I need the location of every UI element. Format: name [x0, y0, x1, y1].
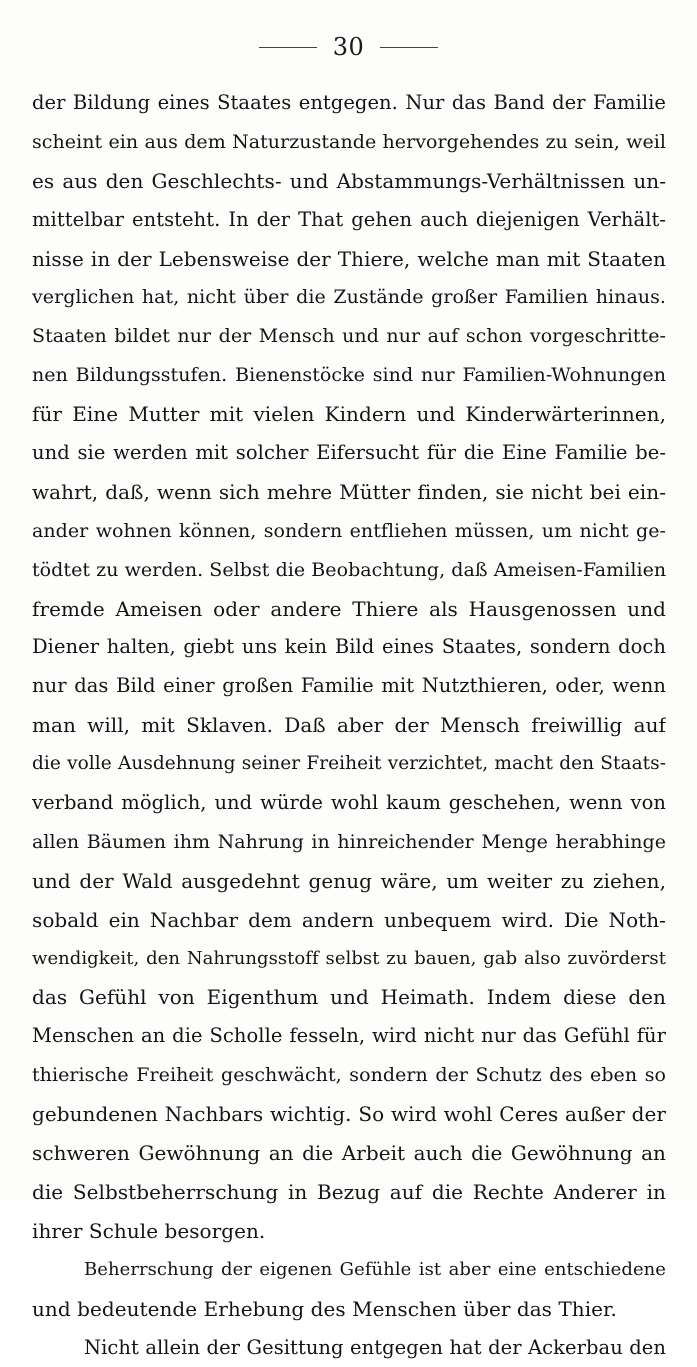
text-line: Staaten bildet nur der Mensch und nur auf schon vorgeschritte- [32, 317, 666, 356]
text-line: wahrt, daß, wenn sich mehre Mütter finden, sie nicht bei ein- [32, 473, 666, 512]
text-line: Diener halten, giebt uns kein Bild eines Staates, sondern doch [32, 628, 666, 667]
text-line: scheint ein aus dem Naturzustande hervorgehendes zu sein, weil [32, 123, 666, 162]
text-line: ander wohnen können, sondern entfliehen müssen, um nicht ge- [32, 512, 666, 551]
text-line: Beherrschung der eigenen Gefühle ist aber eine entschiedene [32, 1251, 666, 1290]
header-rule-right [380, 47, 438, 48]
text-line: allen Bäumen ihm Nahrung in hinreichender Menge herabhinge [32, 823, 666, 862]
text-line: nur das Bild einer großen Familie mit Nutzthieren, oder, wenn [32, 667, 666, 706]
text-line: nisse in der Lebensweise der Thiere, welche man mit Staaten [32, 240, 666, 279]
text-line: und der Wald ausgedehnt genug wäre, um weiter zu ziehen, [32, 862, 666, 901]
text-line: für Eine Mutter mit vielen Kindern und Kinderwärterinnen, [32, 395, 666, 434]
text-line: der Bildung eines Staates entgegen. Nur das Band der Familie [32, 84, 666, 123]
text-line: verglichen hat, nicht über die Zustände großer Familien hinaus. [32, 278, 666, 317]
text-line: das Gefühl von Eigenthum und Heimath. Indem diese den [32, 978, 666, 1017]
text-line: man will, mit Sklaven. Daß aber der Mensch freiwillig auf [32, 706, 666, 745]
text-line: fremde Ameisen oder andere Thiere als Hausgenossen und [32, 590, 666, 629]
text-line: und sie werden mit solcher Eifersucht für die Eine Familie be- [32, 434, 666, 473]
header-rule-left [259, 47, 317, 48]
text-line: ihrer Schule besorgen. [32, 1212, 666, 1251]
text-line: tödtet zu werden. Selbst die Beobachtung, daß Ameisen-Familien [32, 551, 666, 590]
text-line: schweren Gewöhnung an die Arbeit auch die Gewöhnung an [32, 1134, 666, 1173]
text-line: wendigkeit, den Nahrungsstoff selbst zu bauen, gab also zuvörderst [32, 940, 666, 979]
text-line: nen Bildungsstufen. Bienenstöcke sind nur Familien-Wohnungen [32, 356, 666, 395]
text-line: verband möglich, und würde wohl kaum geschehen, wenn von [32, 784, 666, 823]
text-line: die volle Ausdehnung seiner Freiheit verzichtet, macht den Staats- [32, 745, 666, 784]
text-line: sobald ein Nachbar dem andern unbequem wird. Die Noth- [32, 901, 666, 940]
text-line: Nicht allein der Gesittung entgegen hat der Ackerbau den [32, 1329, 666, 1367]
body-text [32, 84, 666, 1367]
text-line: thierische Freiheit geschwächt, sondern der Schutz des eben so [32, 1056, 666, 1095]
text-line: mittelbar entsteht. In der That gehen auch diejenigen Verhält- [32, 201, 666, 240]
page-number: 30 [333, 33, 365, 61]
text-line: Menschen an die Scholle fesseln, wird nicht nur das Gefühl für [32, 1017, 666, 1056]
text-line: gebundenen Nachbars wichtig. So wird wohl Ceres außer der [32, 1095, 666, 1134]
text-line: die Selbstbeherrschung in Bezug auf die Rechte Anderer in [32, 1173, 666, 1212]
text-line: es aus den Geschlechts- und Abstammungs-Verhältnissen un- [32, 162, 666, 201]
page-header [0, 30, 697, 64]
text-line: und bedeutende Erhebung des Menschen über das Thier. [32, 1290, 666, 1329]
